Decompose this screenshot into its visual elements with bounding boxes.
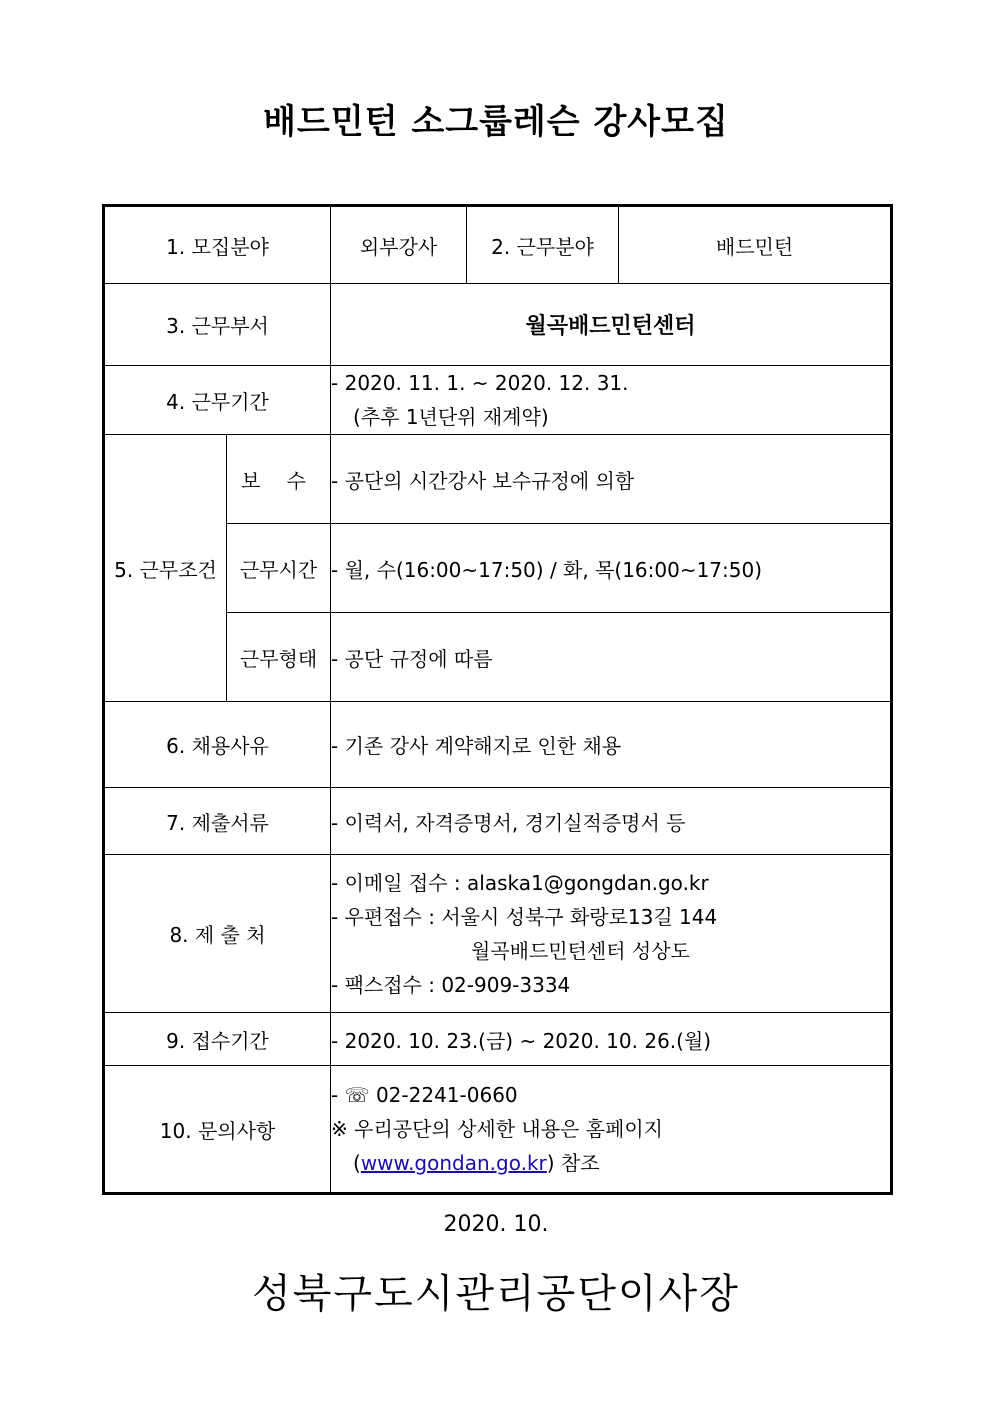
label-pay <box>227 435 331 524</box>
label-department: 3. 근무부서 <box>104 284 331 366</box>
label-work-type: 근무형태 <box>227 613 331 702</box>
table-row <box>104 206 892 284</box>
notice-table <box>102 204 893 1195</box>
work-period-note: (추후 1년단위 재계약) <box>353 405 549 429</box>
label-application-period: 9. 접수기간 <box>104 1013 331 1066</box>
label-work-conditions: 5. 근무조건 <box>104 435 227 702</box>
label-submission: 8. 제 출 처 <box>104 855 331 1013</box>
label-recruit-field: 1. 모집분야 <box>104 206 331 284</box>
page-title: 배드민턴 소그룹레슨 강사모집 <box>263 102 729 142</box>
table-row <box>104 366 892 435</box>
issue-date: 2020. 10. <box>443 1212 549 1237</box>
table-row <box>104 702 892 788</box>
value-inquiries <box>331 1066 892 1194</box>
table-row <box>104 788 892 855</box>
inquiry-suffix: ) 참조 <box>546 1151 600 1175</box>
homepage-link[interactable]: www.gondan.go.kr <box>360 1151 547 1175</box>
inquiry-link-line <box>331 1146 890 1180</box>
work-period-line: - 2020. 11. 1. ~ 2020. 12. 31. <box>331 371 629 395</box>
value-hiring-reason: - 기존 강사 계약해지로 인한 채용 <box>331 702 892 788</box>
table-row <box>104 284 892 366</box>
value-work-field: 배드민턴 <box>619 206 892 284</box>
label-work-field: 2. 근무분야 <box>467 206 619 284</box>
label-inquiries: 10. 문의사항 <box>104 1066 331 1194</box>
label-hiring-reason: 6. 채용사유 <box>104 702 331 788</box>
table-row <box>104 1066 892 1194</box>
label-work-hours: 근무시간 <box>227 524 331 613</box>
value-recruit-field: 외부강사 <box>331 206 467 284</box>
value-documents: - 이력서, 자격증명서, 경기실적증명서 등 <box>331 788 892 855</box>
submission-fax: - 팩스접수 : 02-909-3334 <box>331 972 571 997</box>
table-row <box>104 855 892 1013</box>
label-work-period: 4. 근무기간 <box>104 366 331 435</box>
table-row <box>104 1013 892 1066</box>
pay-label-text: 보 수 <box>241 468 316 493</box>
value-work-hours: - 월, 수(16:00~17:50) / 화, 목(16:00~17:50) <box>331 524 892 613</box>
submission-mail-recipient: 월곡배드민턴센터 성상도 <box>471 938 690 963</box>
organization-name: 성북구도시관리공단이사장 <box>252 1271 740 1317</box>
inquiry-open-paren: ( <box>353 1151 361 1175</box>
label-documents: 7. 제출서류 <box>104 788 331 855</box>
value-application-period: - 2020. 10. 23.(금) ~ 2020. 10. 26.(월) <box>331 1013 892 1066</box>
table-row <box>104 435 892 524</box>
inquiry-phone: - ☏ 02-2241-0660 <box>331 1083 518 1107</box>
submission-email: - 이메일 접수 : alaska1@gongdan.go.kr <box>331 870 709 895</box>
value-submission <box>331 855 892 1013</box>
inquiry-note: ※ 우리공단의 상세한 내용은 홈페이지 <box>331 1117 664 1141</box>
value-department: 월곡배드민턴센터 <box>331 284 892 366</box>
value-work-period <box>331 366 892 435</box>
submission-mail: - 우편접수 : 서울시 성북구 화랑로13길 144 <box>331 904 718 929</box>
value-pay: - 공단의 시간강사 보수규정에 의함 <box>331 435 892 524</box>
value-work-type: - 공단 규정에 따름 <box>331 613 892 702</box>
